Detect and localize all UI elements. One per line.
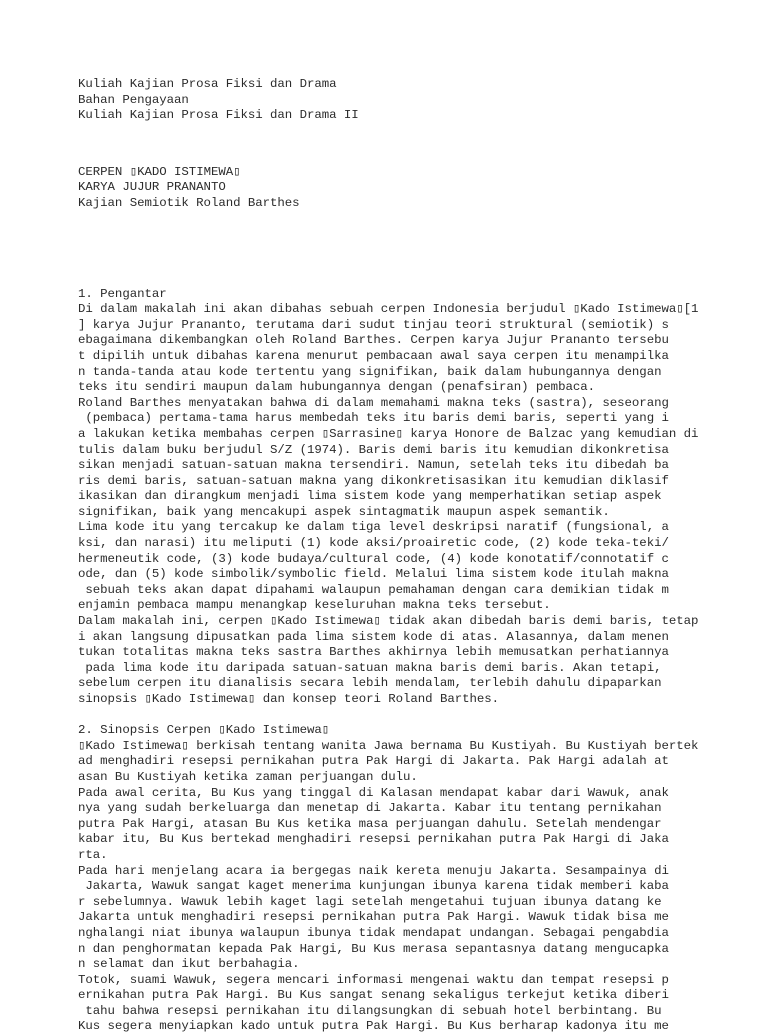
text-line: i akan langsung dipusatkan pada lima sistem kode di atas. Alasannya, dalam menen [78,629,669,644]
text-line: n selamat dan ikut berbahagia. [78,957,300,972]
text-line: nya yang sudah berkeluarga dan menetap di Jakarta. Kabar itu tentang pernikahan [78,801,662,816]
text-line: Kuliah Kajian Prosa Fiksi dan Drama [78,77,337,91]
text-line: sinopsis ▯Kado Istimewa▯ dan konsep teori Roland Barthes. [78,692,500,706]
spacer [78,124,738,165]
text-line: 1. Pengantar [78,286,167,301]
text-line: Pada hari menjelang acara ia bergegas naik kereta menuju Jakarta. Sesampainya di [78,863,669,878]
section-pengantar [78,287,738,708]
text-line: putra Pak Hargi, atasan Bu Kus ketika masa perjuangan dahulu. Setelah mendengar [78,816,662,831]
text-line: nghalangi niat ibunya walaupun ibunya tidak mendapat undangan. Sebagai pengabdia [78,925,669,940]
text-line: Bahan Pengayaan [78,92,189,107]
text-line: ad menghadiri resepsi pernikahan putra Pak Hargi di Jakarta. Pak Hargi adalah at [78,754,669,769]
text-line: tukan totalitas makna teks sastra Barthes akhirnya lebih memusatkan perhatiannya [78,645,669,660]
text-line: ] karya Jujur Prananto, terutama dari sudut tinjau teori struktural (semiotik) s [78,317,669,332]
text-line: sebelum cerpen itu dianalisis secara lebih mendalam, terlebih dahulu dipaparkan [78,676,662,691]
text-line: Dalam makalah ini, cerpen ▯Kado Istimewa▯ tidak akan dibedah baris demi baris, tetap [78,614,699,629]
text-line: Lima kode itu yang tercakup ke dalam tiga level deskripsi naratif (fungsional, a [78,520,669,535]
document-page [78,77,738,1035]
text-line: ris demi baris, satuan-satuan makna yang dikonkretisasikan itu kemudian diklasif [78,473,669,488]
text-line: n dan penghormatan kepada Pak Hargi, Bu Kus merasa sepantasnya datang mengucapka [78,941,669,956]
text-line: Kuliah Kajian Prosa Fiksi dan Drama II [78,108,359,123]
text-line: Di dalam makalah ini akan dibahas sebuah cerpen Indonesia berjudul ▯Kado Istimewa▯[1 [78,302,699,317]
spacer [78,708,738,724]
text-line: asan Bu Kustiyah ketika zaman perjuangan dulu. [78,769,418,784]
text-line: n tanda-tanda atau kode tertentu yang signifikan, baik dalam hubungannya dengan [78,364,662,379]
text-line: pada lima kode itu daripada satuan-satuan makna baris demi baris. Akan tetapi, [78,660,662,675]
text-line: kabar itu, Bu Kus bertekad menghadiri resepsi pernikahan putra Pak Hargi di Jaka [78,832,669,847]
section-sinopsis [78,723,738,1035]
text-line: Pada awal cerita, Bu Kus yang tinggal di Kalasan mendapat kabar dari Wawuk, anak [78,785,669,800]
text-line: rta. [78,847,108,862]
text-line: ▯Kado Istimewa▯ berkisah tentang wanita Jawa bernama Bu Kustiyah. Bu Kustiyah bertek [78,738,699,753]
text-line: enjamin pembaca mampu menangkap keseluruhan makna teks tersebut. [78,598,551,613]
text-line: Jakarta untuk menghadiri resepsi pernikahan putra Pak Hargi. Wawuk tidak bisa me [78,910,669,925]
text-line: teks itu sendiri maupun dalam hubungannya dengan (penafsiran) pembaca. [78,380,595,395]
text-line: KARYA JUJUR PRANANTO [78,180,226,195]
text-line: r sebelumnya. Wawuk lebih kaget lagi setelah mengetahui tujuan ibunya datang ke [78,894,662,909]
text-line: tulis dalam buku berjudul S/Z (1974). Baris demi baris itu kemudian dikonkretisa [78,442,669,457]
text-line: ebagaimana dikembangkan oleh Roland Barthes. Cerpen karya Jujur Prananto tersebu [78,333,669,348]
text-line: (pembaca) pertama-tama harus membedah teks itu baris demi baris, seperti yang i [78,411,669,426]
text-line: ernikahan putra Pak Hargi. Bu Kus sangat senang sekaligus terkejut ketika diberi [78,988,669,1003]
text-line: hermeneutik code, (3) kode budaya/cultural code, (4) kode konotatif/connotatif c [78,551,669,566]
text-line: sikan menjadi satuan-satuan makna tersendiri. Namun, setelah teks itu dibedah ba [78,458,669,473]
document-title-block [78,165,738,212]
text-line: t dipilih untuk dibahas karena menurut pembacaan awal saya cerpen itu menampilka [78,348,669,363]
document-header [78,77,738,124]
text-line: ikasikan dan dirangkum menjadi lima sistem kode yang memperhatikan setiap aspek [78,489,662,504]
text-line: ode, dan (5) kode simbolik/symbolic field. Melalui lima sistem kode itulah makna [78,567,669,582]
text-line: Jakarta, Wawuk sangat kaget menerima kunjungan ibunya karena tidak memberi kaba [78,879,669,894]
text-line: ksi, dan narasi) itu meliputi (1) kode aksi/proairetic code, (2) kode teka-teki/ [78,536,669,551]
text-line: Kus segera menyiapkan kado untuk putra Pak Hargi. Bu Kus berharap kadonya itu me [78,1019,669,1034]
text-line: Totok, suami Wawuk, segera mencari informasi mengenai waktu dan tempat resepsi p [78,972,669,987]
spacer [78,212,738,287]
text-line: sebuah teks akan dapat dipahami walaupun pemahaman dengan cara demikian tidak m [78,582,669,597]
text-line: 2. Sinopsis Cerpen ▯Kado Istimewa▯ [78,723,330,738]
text-line: CERPEN ▯KADO ISTIMEWA▯ [78,164,241,179]
text-line: a lakukan ketika membahas cerpen ▯Sarrasine▯ karya Honore de Balzac yang kemudian di [78,426,699,441]
text-line: signifikan, baik yang mencakupi aspek sintagmatik maupun aspek semantik. [78,504,610,519]
text-line: tahu bahwa resepsi pernikahan itu dilangsungkan di sebuah hotel berbintang. Bu [78,1003,662,1018]
text-line: Kajian Semiotik Roland Barthes [78,195,300,210]
text-line: Roland Barthes menyatakan bahwa di dalam memahami makna teks (sastra), seseorang [78,395,669,410]
